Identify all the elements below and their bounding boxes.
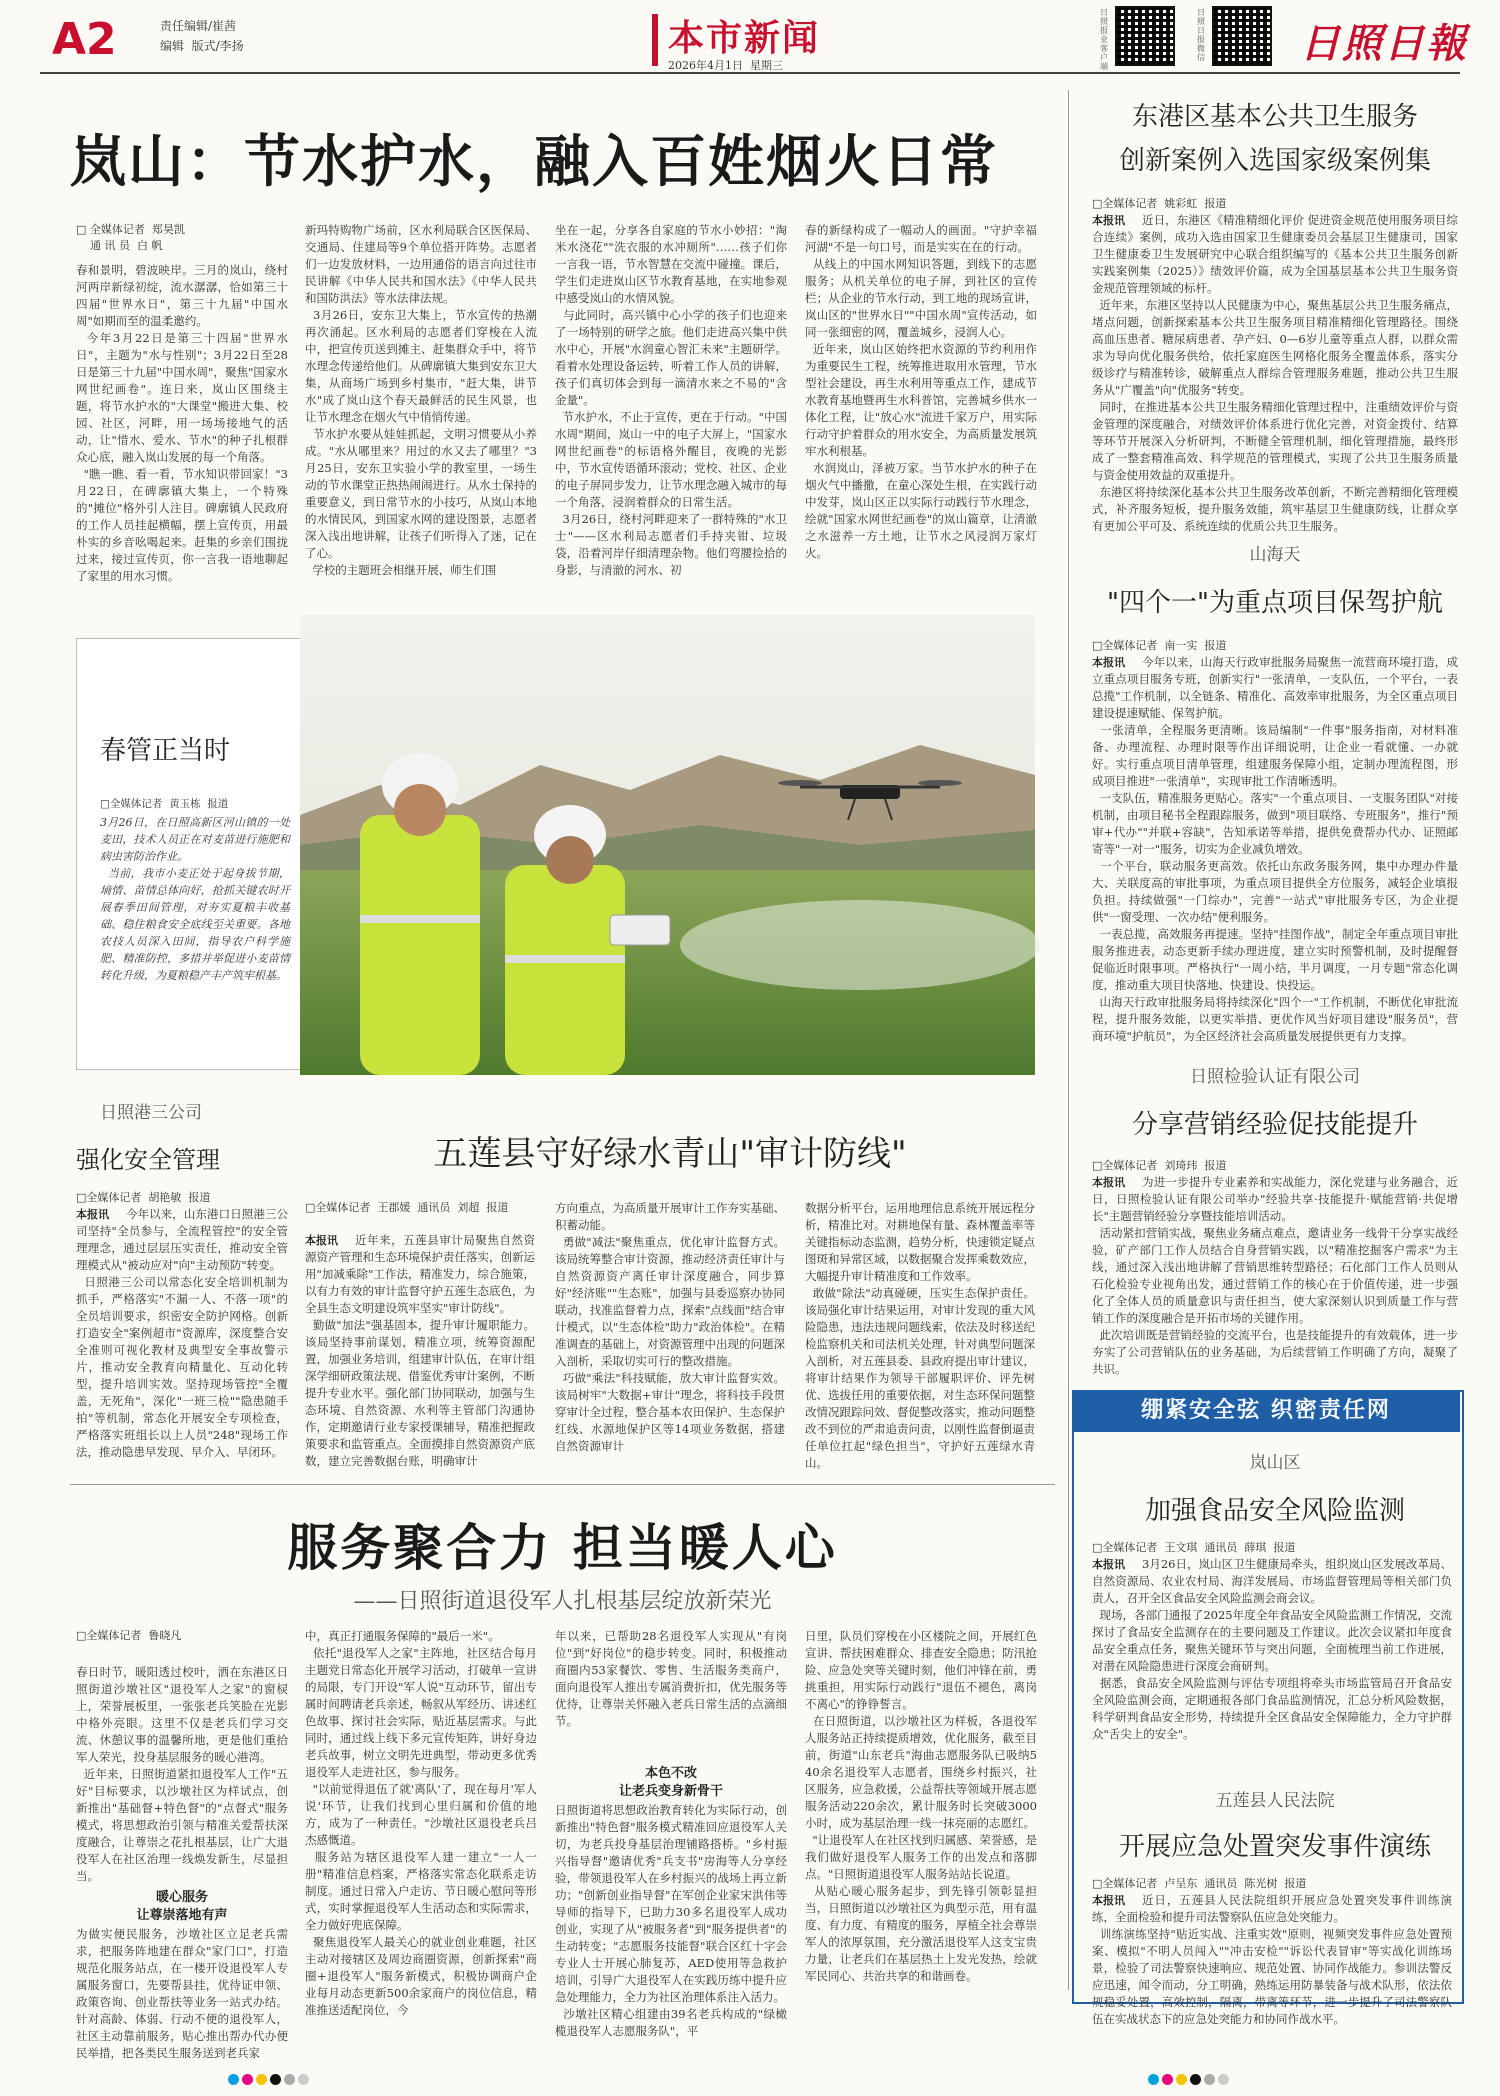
food-kicker: 岚山区: [1249, 1453, 1301, 1473]
qr-caption-1: 日照报业客户端: [1100, 8, 1108, 71]
food-title: 加强食品安全风险监测: [1144, 1496, 1405, 1526]
food-body: 3月26日，岚山区卫生健康局牵头，组织岚山区发展改革局、自然资源局、农业农村局、海洋发展局、市场监督管理局等相关部门负责人，召开全区食品安全风险监测会商会议。 现场，各部门通报了2025年度全年食品安全风险监测工作情况，交流探讨了食品安全监测存在的主要问题及工作建议。此次会议紧扣年度食品安全重点任务，聚焦关键环节与突出问题，全面梳理当前工作进展，对潜在风险隐患进行深度会商研判。 据悉，食品安全风险监测与评估专项组将牵头市场监管局召开食品安全风险监测会商，定期通报各部门食品监测情况，汇总分析风险数据，科学研判食品安全形势，持续提升全区食品安全保障能力，全力守护群众"舌尖上的安全"。: [1092, 1557, 1453, 1741]
veterans-column-3a: 年以来，已帮助28名退役军人实现从"有岗位"到"好岗位"的稳步转变。同时，积极推动商圈内53家餐饮、零售、生活服务类商户，面向退役军人推出专属消费折扣，优先服务等优待，让尊崇关怀融入老兵日常生活的点滴细节。: [555, 1629, 787, 1728]
veterans-column-4: 日里，队员们穿梭在小区楼院之间，开展红色宣讲、帮扶困难群众、排查安全隐患；防汛抢险、应急处突等关键时刻，他们冲锋在前，勇挑重担，用实际行动践行"退伍不褪色，离岗不离心"的铮铮誓言。 在日照街道，以沙墩社区为样板，各退役军人服务站正持续提质增效，优化服务，截至目前，街道"山东老兵"海曲志愿服务队已吸纳540余名退役军人志愿者，围绕乡村振兴，社区服务，应急救援，公益帮扶等领域开展志愿服务活动220余次，累计服务时长突破3000小时，成为基层治理一线一抹亮丽的志愿红。 "让退役军人在社区找到归属感、荣誉感，是我们做好退役军人服务工作的出发点和落脚点。"日照街道退役军人服务站站长说道。 从贴心暖心服务起步，到先锋引领彰显担当，日照街道以沙墩社区为典型示范，用有温度、有力度、有精度的服务，厚植全社会尊崇军人的浓厚氛围，充分激活退役军人这支宝贵力量，让老兵们在基层热土上发光发热，绘就军民同心、共治共享的和谐画卷。: [805, 1629, 1038, 1983]
veterans-column-3b: 日照街道将思想政治教育转化为实际行动，创新推出"特色督"服务模式精准回应退役军人关切，为老兵投身基层治理铺路搭桥。"乡村振兴指导督"邀请优秀"兵支书"房海等人分享经验，带领退役军人在乡村振兴的战场上再立新功；"创新创业指导督"在军创企业家宋洪伟等导师的指导下，已助力30多名退役军人成功创业，实现了从"被服务者"到"服务提供者"的生动转变；"志愿服务技能督"联合区红十字会专业人士开展心肺复苏，AED使用等急救护培训，引导广大退役军人在实践历练中提升应急处理能力，全力为社区治理体系注入活力。 沙墩社区精心组建由39名老兵构成的"绿橄榄退役军人志愿服务队"，平: [555, 1803, 788, 2038]
color-registration-left: [228, 2070, 312, 2089]
veterans-column-1: 春日时节，暖阳透过校叶，洒在东港区日照街道沙墩社区"退役军人之家"的窗棂上，荣誉展板里，一张张老兵笑脸在光影中格外亮眼。这里不仅是老兵们学习交流、休憩议事的温馨所地，更是他们重拾军人荣光，投身基层服务的暖心港湾。 近年来，日照街道紧扣退役军人工作"五好"目标要求，以沙墩社区为样试点，创新推出"基础督+特色督"的"点督式"服务模式，将思想政治引领与精准关爱帮扶深度融合，让尊崇之花扎根基层，让广大退役军人在社区治理一线焕发新生，尽显担当。: [76, 1665, 289, 1883]
veterans-subhead-2: 本色不改: [644, 1766, 697, 1781]
rizhao-port-kicker: 日照港三公司: [100, 1103, 202, 1123]
quality-title: 分享营销经验促技能提升: [1131, 1110, 1418, 1140]
page-number: A2: [52, 14, 117, 65]
wulian-byline: □全媒体记者 王郡媛 通讯员 刘超 报道: [305, 1201, 509, 1214]
qr-code-icon: [1115, 6, 1175, 66]
veterans-subhead-1b: 让尊崇落地有声: [136, 1908, 228, 1923]
quality-byline: □全媒体记者 刘琦玮 报道: [1092, 1159, 1227, 1172]
rizhao-port-byline: □全媒体记者 胡艳敏 报道: [76, 1191, 211, 1204]
lead-column-4: 春的新绿构成了一幅动人的画面。"守护幸福河湖"不是一句口号，而是实实在在的行动。 从线上的中国水网知识答题，到线下的志愿服务；从机关单位的电子屏，到社区的宣传栏；从企业的节水行动，到工地的现场宣讲，岚山区的"世界水日""中国水周"宣传活动，如同一张细密的网，覆盖城乡，浸润人心。 近年来，岚山区始终把水资源的节约利用作为重要民生工程，统筹推进取用水管理，节水型社会建设，再生水利用等重点工作，建成节水教育基地暨再生水科普馆，完善城乡供水一体化工程，让"放心水"流进千家万户，用实际行动守护着群众的用水安全，为高质量发展筑牢水利根基。 水润岚山，泽被万家。当节水护水的种子在烟火气中播撒，在童心深处生根，在实践行动中发芽，岚山区正以实际行动践行节水理念，绘就"国家水网世纪画卷"的岚山篇章，让清澈之水滋养一方土地，让节水之风浸润万家灯火。: [805, 223, 1038, 560]
wulian-column-3: 数据分析平台，运用地理信息系统开展远程分析，精准比对。对耕地保有量、森林覆盖率等关键指标动态监测，趋势分析，快速锁定疑点图斑和异常区域，以数据聚合发挥乘数效应，大幅提升审计精准度和工作效率。 敢做"除法"动真碰硬，压实生态保护责任。该局强化审计结果运用，对审计发现的重大风险隐患，违法违规问题线索，依法及时移送纪检监察机关和司法机关处理，针对典型问题深入剖析，对五莲县委、县政府提出审计建议，将审计结果作为领导干部履职评价、评先树优、选拔任用的重要依据，对生态环保问题整改情况跟踪问效、督促整改落实，推动问题整改不到位的严肃追责问责，以刚性监督倒逼责任单位扛起"绿色担当"，守护好五莲绿水青山。: [805, 1201, 1036, 1470]
east-port-title-line2: 创新案例入选国家级案例集: [1118, 146, 1431, 176]
shanhaitian-lead-label: 本报讯: [1092, 656, 1125, 669]
header-divider: [40, 72, 1460, 74]
color-registration-right: [1148, 2070, 1232, 2089]
safety-banner: 绷紧安全弦 织密责任网: [1072, 1390, 1460, 1432]
issue-date: 2026年4月1日 星期三: [668, 59, 783, 72]
layout-credit: 编辑 版式/李扬: [160, 39, 244, 53]
court-body: 近日，五莲县人民法院组织开展应急处置突发事件训练演练，全面检验和提升司法警察队伍应急处突能力。 训练演练坚持"贴近实战、注重实效"原则，视频突发事件应急处置预案、模拟"不明人员闯入""冲击安检""诉讼代表冒审"等实战化训练场景，检验了司法警察快速响应、规范处置、协同作战能力。参训法警反应迅速，闻令而动，分工明确，熟练运用防暴装备与战术队形，依法依规稳妥处置，高效控制，隔离，带离等环节，进一步提升了司法警察队伍在实战状态下的应急处突能力和协同作战水平。: [1092, 1893, 1453, 2026]
veterans-byline: □全媒体记者 鲁晓凡: [76, 1629, 182, 1642]
wulian-column-2: 方向重点，为高质量开展审计工作夯实基础、积蓄动能。 勇做"减法"聚焦重点，优化审计监督方式。该局统筹整合审计资源，推动经济责任审计与自然资源资产离任审计深度融合，同步算好"经济账""生态账"，加强与县委巡察办协同联动，找准监督着力点，探索"点线面"结合审计模式，以"生态体检"助力"政治体检"。在精准调查的基础上，对资源管理中出现的问题深入剖析，采取切实可行的整改措施。 巧做"乘法"科技赋能，放大审计监督实效。该局树牢"大数据+审计"理念，将科技手段贯穿审计全过程，整合基本农田保护、生态保护红线、水源地保护区等14项业务数据，搭建自然资源审计: [555, 1201, 786, 1453]
wulian-title: 五莲县守好绿水青山"审计防线": [433, 1134, 907, 1174]
wulian-lead-label: 本报讯: [305, 1234, 338, 1247]
veterans-column-2: 中，真正打通服务保障的"最后一米"。 依托"退役军人之家"主阵地，社区结合每月主题党日常态化开展学习活动，打破单一宣讲的局限，专门开设"军人说"互动环节，留出专属时间聘请老兵亲述，畅叙从军经历、讲述红色故事、探讨社会实际，贴近基层需求。与此同时，通过线上线下多元宣传矩阵，讲好身边老兵故事，树立文明先进典型，带动更多优秀退役军人走进社区，参与服务。 "以前觉得退伍了就'离队'了，现在每月'军人说'环节，让我们找到心里归属和价值的地方，成为了一种责任。"沙墩社区退役老兵吕杰感慨道。 服务站为辖区退役军人建一建立"一人一册"精准信息档案，严格落实常态化联系走访制度。通过日常入户走访、节日暖心慰问等形式，实时掌握退役军人生活动态和实际需求，全力做好兜底保障。 聚焦退役军人最关心的就业创业难题，社区主动对接辖区及周边商圈资源，创新探索"商圈+退役军人"服务新模式，积极协调商户企业每月动态更新500余家商户的岗位信息，精准推送适配岗位，今: [305, 1629, 538, 2017]
veterans-subtitle: ——日照街道退役军人扎根基层绽放新荣光: [353, 1589, 772, 1614]
lead-column-2: 新玛特购物广场前，区水利局联合区医保局、交通局、住建局等9个单位搭开阵势。志愿者们一边发放材料，一边用通俗的语言向过往市民讲解《中华人民共和国水法》《中华人民共和国防洪法》等水法律法规。 3月26日，安东卫大集上，节水宣传的热潮再次涌起。区水利局的志愿者们穿梭在人流中，把宣传页送到摊主、赶集群众手中，将节水理念传递给他们。从碑廓镇大集到安东卫大集，从商场广场到乡村集市，"赶大集，讲节水"成了岚山这个春天最鲜活的民生风景，也让节水理念在烟火气中悄悄传递。 节水护水要从娃娃抓起，文明习惯要从小养成。"水从哪里来？用过的水又去了哪里？"3月25日，安东卫实验小学的教室里，一场生动的节水课堂正热热闹闹进行。从水土保持的重要意义，到日常节水的小技巧，从岚山本地的水情民风，到国家水网的建设图景，志愿者深入浅出地讲解，让孩子们听得入了迷，记在了心。 学校的主题班会相继开展，师生们围: [305, 223, 538, 577]
rizhao-port-lead-label: 本报讯: [76, 1208, 109, 1221]
quality-lead-label: 本报讯: [1092, 1176, 1125, 1189]
drone-field-photo: [300, 615, 1035, 1075]
wulian-column-1: 近年来，五莲县审计局聚焦自然资源资产管理和生态环境保护责任落实，创新运用"加减乘除"工作法，精准发力，综合施策，以有力有效的审计监督守护五莲生态底色，为全县生态文明建设筑牢坚实"审计防线"。 勤做"加法"强基固本，提升审计履职能力。该局坚持事前谋划，精准立项，统筹资源配置，加强业务培训，组建审计队伍，在审计组深学细研政策法规、借鉴优秀审计案例，不断提升专业水平。强化部门协同联动，加强与生态环境、自然资源、水利等主管部门沟通协作，定期邀请行业专家授课辅导，精准把握政策要求和监管重点。全面摸排自然资源资产底数，建立完善数据台账，明确审计: [305, 1233, 536, 1468]
court-title: 开展应急处置突发事件演练: [1118, 1832, 1431, 1862]
veterans-subhead-2b: 让老兵变身新骨干: [618, 1784, 723, 1799]
east-port-title-line1: 东港区基本公共卫生服务: [1131, 102, 1418, 132]
quality-body: 为进一步提升专业素养和实战能力，深化党建与业务融合，近日，日照检验认证有限公司举办"经验共享·技能提升·赋能营销·共促增长"主题营销经验分享暨技能培训活动。 活动紧扣营销实战，聚焦业务痛点难点，邀请业务一线骨干分享实战经验，矿产部门工作人员结合自身营销实践，以"精准挖掘客户需求"为主线，通过深入浅出地讲解了营销思维转型路径；石化部门工作人员则从石化检验专业视角出发，通过营销工作的核心在于价值传递，进一步强化了全体人员的质量意识与责任担当，使大家深刻认识到质量工作与营销工作的深度融合是开拓市场的关键作用。 此次培训既是营销经验的交流平台，也是技能提升的有效载体，进一步夯实了公司营销队伍的业务基础，为后续营销工作明确了方向，凝聚了共识。: [1092, 1175, 1459, 1376]
masthead-logo: 日照日報: [1300, 20, 1468, 67]
section-divider: [70, 1484, 1055, 1485]
quality-kicker: 日照检验认证有限公司: [1190, 1067, 1360, 1087]
veterans-subhead-1: 暖心服务: [155, 1890, 208, 1905]
court-byline: □全媒体记者 卢呈东 通讯员 陈光树 报道: [1092, 1877, 1307, 1890]
court-lead-label: 本报讯: [1092, 1894, 1125, 1907]
spring-title: 春管正当时: [100, 736, 231, 766]
veterans-column-1b: 为做实便民服务，沙墩社区立足老兵需求，把服务阵地建在群众"家门口"，打造规范化服务站点，在一楼开设退役军人专属服务窗口，先要帮县挂，优待证申领、政策咨询、创业帮扶等业务一站式办结。针对高龄、体弱、行动不便的退役军人，社区主动靠前服务，贴心推出帮办代办便民举措，把各类民生服务送到老兵家: [76, 1927, 288, 2060]
shanhaitian-byline: □全媒体记者 南一实 报道: [1092, 639, 1227, 652]
shanhaitian-body: 今年以来，山海天行政审批服务局聚焦一流营商环境打造，成立重点项目服务专班，创新实行"一张清单，一支队伍，一个平台，一表总揽"工作机制，以全链条、精准化、高效率审批服务，为全区重点项目建设提速赋能、保驾护航。 一张清单，全程服务更清晰。该局编制"一件事"服务指南，对材料准备、办理流程、办理时限等作出详细说明，让企业一看就懂、一办就好。实行重点项目清单管理，组建服务保障小组，定制办理流程图，形成项目推进"一张清单"，实现审批工作清晰透明。 一支队伍，精准服务更贴心。落实"一个重点项目、一支服务团队"对接机制，由项目秘书全程跟踪服务，做到"项目联络、专班服务"，推行"预审+代办""并联+容缺"，告知承诺等举措，提供免费帮办代办、证照邮寄等"一对一"服务，切实为企业减负增效。 一个平台，联动服务更高效。依托山东政务服务网，集中办理办件量大、关联度高的审批事项，为重点项目提供全方位服务，减轻企业填报负担。持续做强"一门综办"，完善"一站式"审批服务专区，为企业提供"一窗受理、一次办结"便利服务。 一表总揽，高效服务再提速。坚持"挂图作战"，制定全年重点项目审批服务推进表，动态更新手续办理进度，建立实时预警机制，及时提醒督促临近时限事项。严格执行"一周小结，半月调度，一月专题"常态化调度，推动重大项目快落地、快建设、快投运。 山海天行政审批服务局将持续深化"四个一"工作机制，不断优化审批流程，提升服务效能，以更实举措、更优作风当好项目建设"服务员"，营商环境"护航员"，为全区经济社会高质量发展提供更有力支撑。: [1092, 655, 1459, 1043]
shanhaitian-kicker: 山海天: [1249, 545, 1301, 565]
spring-caption: 3月26日，在日照高新区河山镇的一处麦田，技术人员正在对麦苗进行施肥和病虫害防治作业。 当前，我市小麦正处于起身拔节期，墒情、苗情总体向好，抢抓关键农时开展春季田间管理，对夯实夏粮丰收基础、稳住粮食安全底线至关重要。各地农技人员深入田间，指导农户科学施肥、精准防控，多措并举促进小麦苗情转化升级，为夏粮稳产丰产筑牢根基。: [100, 816, 291, 982]
rizhao-port-title: 强化安全管理: [76, 1146, 220, 1174]
veterans-title: 服务聚合力 担当暖人心: [287, 1519, 838, 1577]
column-divider: [1068, 90, 1069, 1990]
editor-credit: 责任编辑/崔茜: [160, 19, 237, 33]
lead-headline: 岚山：节水护水，融入百姓烟火日常: [70, 130, 998, 195]
east-port-body: 近日，东港区《精准精细化评价 促进资金规范使用服务项目综合连续》案例，成功入选由国家卫生健康委员会基层卫生健康司，国家卫生健康委卫生发展研究中心联合组织编写的《基本公共卫生服务创新实践案例集（2025）》绩效评价篇，成为全国基层基本公共卫生服务资金规范管理领域的标杆。 近年来，东港区坚持以人民健康为中心，聚焦基层公共卫生服务痛点，堵点问题，创新探索基本公共卫生服务项目精准精细化管理路径。围绕高血压患者、糖尿病患者、孕产妇、0—6岁儿童等重点人群，以群众需求为导向优化服务供给，依托家庭医生网格化服务全覆盖体系，落实分级诊疗与精准转诊，破解重点人群综合管理服务难题，推动公共卫生服务从"广覆盖"向"优服务"转变。 同时，在推进基本公共卫生服务精细化管理过程中，注重绩效评价与资金管理的深度融合，对绩效评价体系进行优化完善，对资金拨付、结算等环节开展深入分析研判，不断健全管理机制，细化管理措施，最终形成了一整套精准高效、科学规范的管理模式，实现了公共卫生服务质量与资金使用效益的双重提升。 东港区将持续深化基本公共卫生服务改革创新，不断完善精细化管理模式，补齐服务短板，提升服务效能，筑牢基层卫生健康防线，让群众享有更加公平可及、系统连续的优质公共卫生服务。: [1092, 213, 1459, 533]
lead-byline: □ 全媒体记者 郑昊凯 通 讯 员 白 帆: [76, 223, 185, 252]
east-port-byline: □全媒体记者 姚彩虹 报道: [1092, 197, 1227, 210]
rizhao-port-body: 今年以来，山东港口日照港三公司坚持"全员参与，全流程管控"的安全管理理念，通过层层压实责任，推动安全管理模式从"被动应对"向"主动预防"转变。 日照港三公司以常态化安全培训机制为抓手，严格落实"不漏一人、不落一项"的全员培训要求，织密安全防护网格。创新打造安全"案例超市"资源库，深度整合安全准则可视化教材及典型安全事故警示片，推动安全教育向精量化、互动化转型，提升培训实效。坚持现场管控"全覆盖，无死角"，深化"一班三检""隐患随手拍"等机制，常态化开展安全专项检查，严格落实班组长以上人员"248"现场工作法，推动隐患早发现、早介入、早闭环。: [76, 1207, 289, 1459]
east-port-lead-label: 本报讯: [1092, 214, 1125, 227]
shanhaitian-title: "四个一"为重点项目保驾护航: [1107, 588, 1443, 618]
section-title: 本市新闻: [668, 18, 821, 59]
food-byline: □全媒体记者 王文琪 通讯员 薛琪 报道: [1092, 1541, 1296, 1554]
qr-code-icon: [1212, 6, 1272, 66]
header-bar-accent: [652, 14, 658, 66]
lead-column-1: 春和景明，碧波映岸。三月的岚山，绕村河两岸新绿初绽，流水潺潺，恰如第三十四届"世界水日"，第三十九届"中国水周"如期而至的温柔邀约。 今年3月22日是第三十四届"世界水日"，主题为"水与性别"；3月22日至28日是第三十九届"中国水周"，聚焦"国家水网世纪画卷"。连日来，岚山区围绕主题，将节水护水的"大课堂"搬进大集、校园、社区，河畔，用一场场接地气的活动，让"惜水、爱水、节水"的种子扎根群众心底，融入岚山发展的每一个角落。 "瞧一瞧、看一看，节水知识带回家！"3月22日，在碑廓镇大集上，一个特殊的"摊位"格外引人注目。碑廓镇人民政府的工作人员挂起横幅，摆上宣传页，用最朴实的乡音吆喝起来。赶集的乡亲们围拢过来，接过宣传页，你一言我一语地聊起了家里的用水习惯。: [76, 263, 288, 583]
lead-column-3: 坐在一起，分享各自家庭的节水小妙招："淘米水浇花""洗衣服的水冲厕所"……孩子们你一言我一语，节水智慧在交流中碰撞。课后，学生们走进岚山区节水教育基地，在实地参观中感受岚山的水情风貌。 与此同时，高兴镇中心小学的孩子们也迎来了一场特别的研学之旅。他们走进高兴集中供水中心，开展"水润童心智汇未来"主题研学。看着水处理设备运转，听着工作人员的讲解，孩子们真切体会到每一滴清水来之不易的"含金量"。 节水护水，不止于宣传，更在于行动。"中国水周"期间，岚山一中的电子大屏上，"国家水网世纪画卷"的标语格外醒目，夜晚的光影中，节水宣传语循环滚动；党校、社区、企业的电子屏同步发力，让节水理念融入城市的每一个角落，浸润着群众的日常生活。 3月26日，绕村河畔迎来了一群特殊的"水卫士"——区水利局志愿者们手持夹钳、垃圾袋，沿着河岸仔细清理杂物。他们弯腰捡拾的身影，与清澈的河水、初: [555, 223, 788, 577]
qr-caption-2: 日照日报微信: [1197, 8, 1205, 62]
spring-byline: □全媒体记者 黄玉栋 报道: [100, 798, 229, 810]
food-lead-label: 本报讯: [1092, 1558, 1125, 1571]
court-kicker: 五莲县人民法院: [1215, 1791, 1335, 1811]
